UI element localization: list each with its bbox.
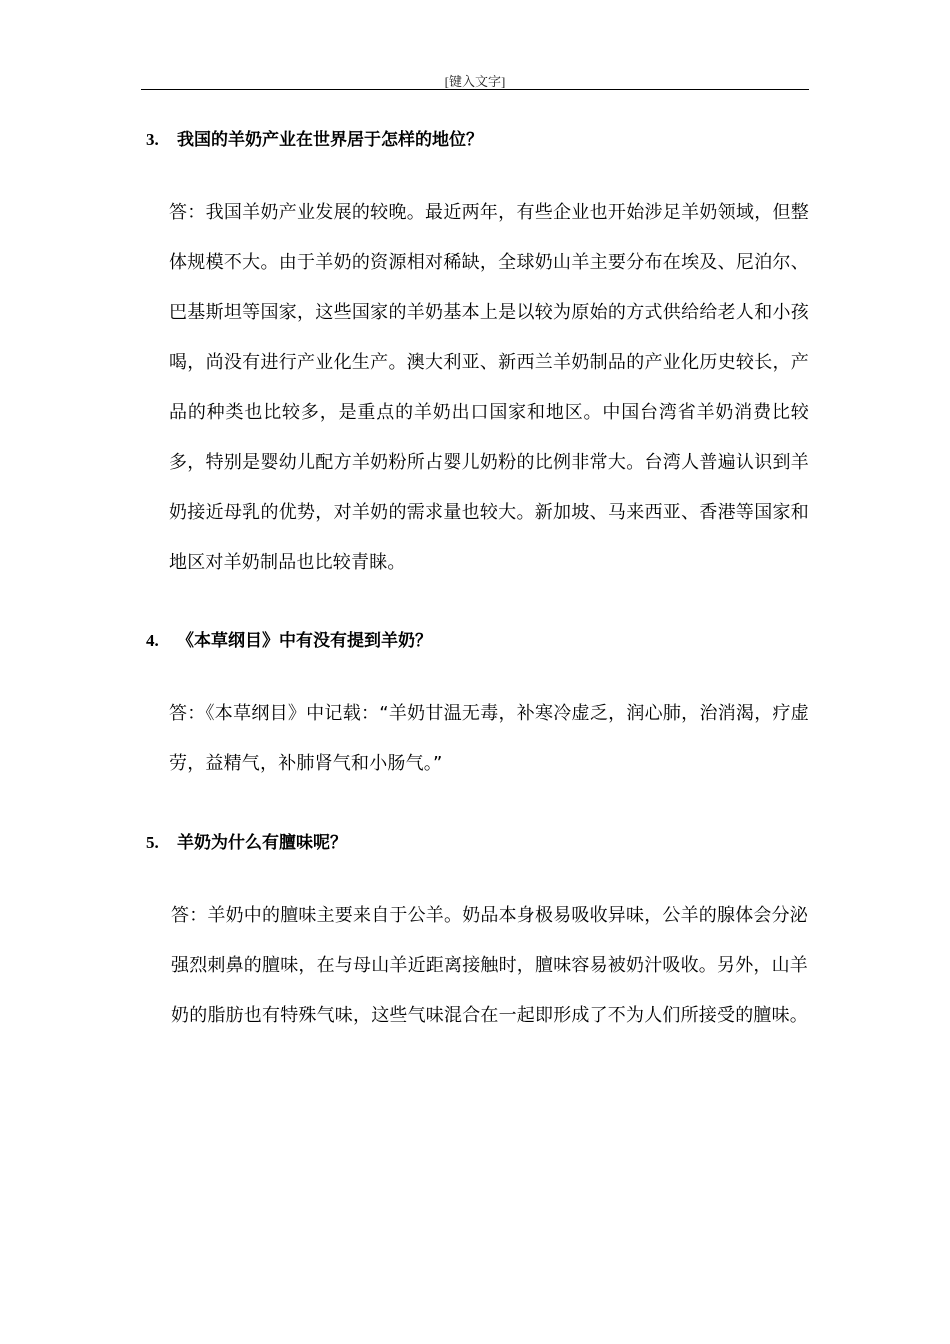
answer-paragraph: 答：羊奶中的膻味主要来自于公羊。奶品本身极易吸收异味，公羊的腺体会分泌强烈刺鼻的膻味，在与母山羊近距离接触时，膻味容易被奶汁吸收。另外，山羊奶的脂肪也有特殊气味，这些气味混合在一起即形成了不为人们所接受的膻味。 [171, 905, 808, 1026]
answer-paragraph: 答：我国羊奶产业发展的较晚。最近两年，有些企业也开始涉足羊奶领域，但整体规模不大。由于羊奶的资源相对稀缺，全球奶山羊主要分布在埃及、尼泊尔、巴基斯坦等国家，这些国家的羊奶基本上是以较为原始的方式供给给老人和小孩喝，尚没有进行产业化生产。澳大利亚、新西兰羊奶制品的产业化历史较长，产品的种类也比较多，是重点的羊奶出口国家和地区。中国台湾省羊奶消费比较多，特别是婴幼儿配方羊奶粉所占婴儿奶粉的比例非常大。台湾人普遍认识到羊奶接近母乳的优势，对羊奶的需求量也较大。新加坡、马来西亚、香港等国家和地区对羊奶制品也比较青睐。 [169, 202, 809, 573]
question-text: 我国的羊奶产业在世界居于怎样的地位？ [177, 130, 483, 150]
question-number: 3. [146, 130, 159, 149]
question-number: 4. [146, 631, 159, 650]
question-heading [146, 831, 810, 855]
question-text: 《本草纲目》中有没有提到羊奶？ [177, 631, 432, 651]
question-text: 羊奶为什么有膻味呢？ [177, 833, 347, 853]
question-number: 5. [146, 833, 159, 852]
answer-paragraph: 答：《本草纲目》中记载：“羊奶甘温无毒，补寒冷虚乏，润心肺，治消渴，疗虚劳，益精气，补肺肾气和小肠气。” [169, 703, 809, 774]
page-header [141, 71, 809, 90]
question-heading [146, 128, 810, 152]
question-heading [146, 629, 810, 653]
header-text: [键入文字] [444, 74, 506, 89]
